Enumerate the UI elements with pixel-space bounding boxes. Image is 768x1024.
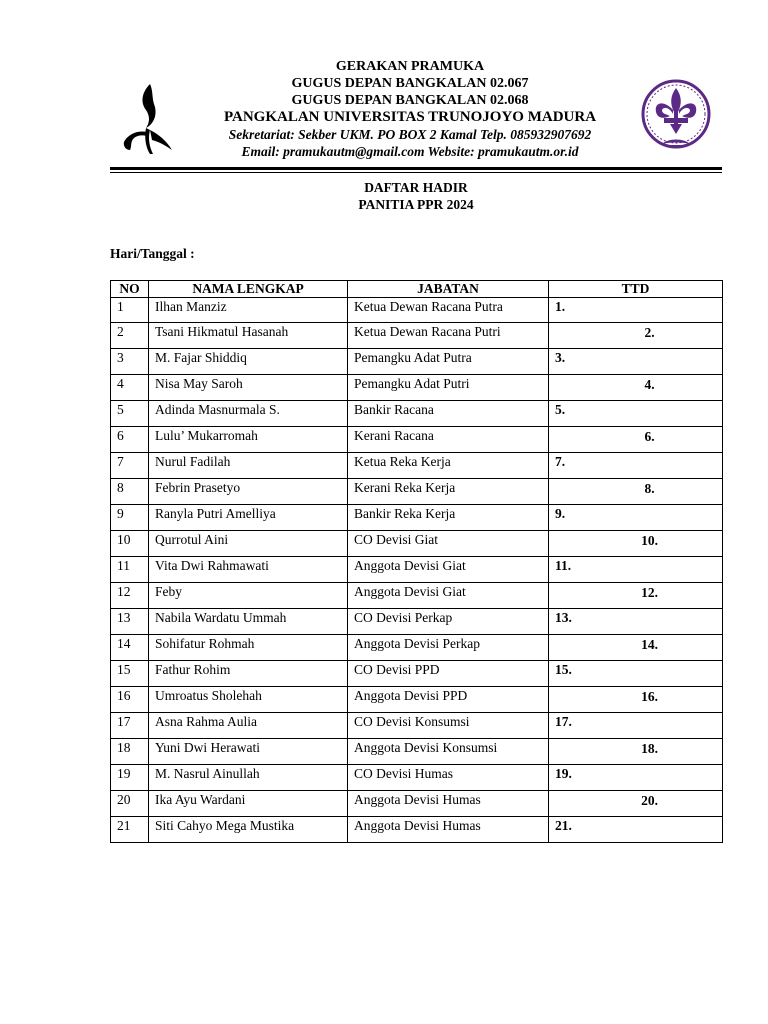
contact-line: Email: pramukautm@gmail.com Website: pramukautm.or.id xyxy=(241,144,579,159)
row-no: 9 xyxy=(111,505,149,531)
signature-number: 17. xyxy=(555,714,572,729)
signature-number: 18. xyxy=(641,741,658,756)
header-no: NO xyxy=(111,281,149,298)
row-role: Anggota Devisi Humas xyxy=(348,817,549,843)
header-ttd: TTD xyxy=(549,281,723,298)
row-role: Anggota Devisi Giat xyxy=(348,557,549,583)
table-row xyxy=(111,298,723,323)
row-role: Bankir Racana xyxy=(348,401,549,427)
row-role: Pemangku Adat Putri xyxy=(348,375,549,401)
row-role: Anggota Devisi Humas xyxy=(348,791,549,817)
unit-name-2: GUGUS DEPAN BANGKALAN 02.068 xyxy=(291,93,529,108)
signature-cell[interactable] xyxy=(549,635,723,661)
row-name: Nabila Wardatu Ummah xyxy=(149,609,348,635)
row-no: 7 xyxy=(111,453,149,479)
base-name: PANGKALAN UNIVERSITAS TRUNOJOYO MADURA xyxy=(223,109,597,125)
signature-cell[interactable] xyxy=(549,583,723,609)
table-row xyxy=(111,609,723,635)
row-name: Umroatus Sholehah xyxy=(149,687,348,713)
signature-cell[interactable] xyxy=(549,427,723,453)
table-row xyxy=(111,323,723,349)
document-title: DAFTAR HADIR xyxy=(364,180,468,195)
row-role: Ketua Dewan Racana Putra xyxy=(348,298,549,323)
signature-cell[interactable] xyxy=(549,791,723,817)
signature-number: 5. xyxy=(555,402,566,417)
row-no: 1 xyxy=(111,298,149,323)
table-row xyxy=(111,401,723,427)
signature-number: 8. xyxy=(644,481,655,496)
row-name: Ranyla Putri Amelliya xyxy=(149,505,348,531)
signature-cell[interactable] xyxy=(549,713,723,739)
table-header-row xyxy=(111,281,723,298)
row-no: 20 xyxy=(111,791,149,817)
signature-cell[interactable] xyxy=(549,687,723,713)
signature-number: 12. xyxy=(641,585,658,600)
row-name: Febrin Prasetyo xyxy=(149,479,348,505)
row-role: CO Devisi Konsumsi xyxy=(348,713,549,739)
row-name: M. Nasrul Ainullah xyxy=(149,765,348,791)
table-row xyxy=(111,427,723,453)
row-no: 10 xyxy=(111,531,149,557)
row-role: CO Devisi Giat xyxy=(348,531,549,557)
row-role: CO Devisi Perkap xyxy=(348,609,549,635)
row-no: 17 xyxy=(111,713,149,739)
row-no: 8 xyxy=(111,479,149,505)
signature-number: 21. xyxy=(555,818,572,833)
table-row xyxy=(111,791,723,817)
signature-number: 16. xyxy=(641,689,658,704)
table-row xyxy=(111,505,723,531)
signature-number: 20. xyxy=(641,793,658,808)
tunas-kelapa-logo-icon xyxy=(120,80,180,160)
table-row xyxy=(111,375,723,401)
row-no: 5 xyxy=(111,401,149,427)
signature-number: 15. xyxy=(555,662,572,677)
row-name: Ilhan Manziz xyxy=(149,298,348,323)
header-nama-lengkap: NAMA LENGKAP xyxy=(149,281,348,298)
table-row xyxy=(111,765,723,791)
row-name: Ika Ayu Wardani xyxy=(149,791,348,817)
signature-number: 2. xyxy=(644,325,655,340)
row-name: Tsani Hikmatul Hasanah xyxy=(149,323,348,349)
signature-cell[interactable] xyxy=(549,531,723,557)
row-role: Ketua Dewan Racana Putri xyxy=(348,323,549,349)
table-row xyxy=(111,687,723,713)
row-name: Asna Rahma Aulia xyxy=(149,713,348,739)
row-role: Anggota Devisi Giat xyxy=(348,583,549,609)
row-name: Feby xyxy=(149,583,348,609)
row-no: 12 xyxy=(111,583,149,609)
row-role: Pemangku Adat Putra xyxy=(348,349,549,375)
row-name: Qurrotul Aini xyxy=(149,531,348,557)
table-row xyxy=(111,479,723,505)
table-row xyxy=(111,713,723,739)
row-role: CO Devisi PPD xyxy=(348,661,549,687)
signature-number: 14. xyxy=(641,637,658,652)
row-role: Anggota Devisi Perkap xyxy=(348,635,549,661)
signature-cell[interactable] xyxy=(549,401,723,427)
letterhead-text xyxy=(180,58,640,160)
table-row xyxy=(111,739,723,765)
row-no: 4 xyxy=(111,375,149,401)
scout-fleur-de-lis-emblem-icon xyxy=(640,78,712,156)
row-no: 14 xyxy=(111,635,149,661)
row-no: 2 xyxy=(111,323,149,349)
signature-cell[interactable] xyxy=(549,765,723,791)
document-title-block xyxy=(110,179,722,213)
signature-cell[interactable] xyxy=(549,298,723,323)
unit-name-1: GUGUS DEPAN BANGKALAN 02.067 xyxy=(291,76,529,91)
signature-cell[interactable] xyxy=(549,609,723,635)
table-row xyxy=(111,661,723,687)
signature-cell[interactable] xyxy=(549,557,723,583)
row-name: Vita Dwi Rahmawati xyxy=(149,557,348,583)
signature-number: 4. xyxy=(644,377,655,392)
row-name: Siti Cahyo Mega Mustika xyxy=(149,817,348,843)
date-label: Hari/Tanggal : xyxy=(110,246,195,261)
row-role: Ketua Reka Kerja xyxy=(348,453,549,479)
signature-number: 1. xyxy=(555,299,566,314)
letterhead-rule-thin xyxy=(110,172,722,173)
row-role: Anggota Devisi Konsumsi xyxy=(348,739,549,765)
signature-number: 6. xyxy=(644,429,655,444)
signature-cell[interactable] xyxy=(549,349,723,375)
row-no: 18 xyxy=(111,739,149,765)
table-row xyxy=(111,349,723,375)
row-no: 13 xyxy=(111,609,149,635)
row-role: Anggota Devisi PPD xyxy=(348,687,549,713)
table-row xyxy=(111,453,723,479)
row-no: 21 xyxy=(111,817,149,843)
table-row xyxy=(111,583,723,609)
signature-cell[interactable] xyxy=(549,323,723,349)
row-name: Lulu’ Mukarromah xyxy=(149,427,348,453)
attendance-rows xyxy=(111,298,723,843)
row-name: Nisa May Saroh xyxy=(149,375,348,401)
row-name: Sohifatur Rohmah xyxy=(149,635,348,661)
attendance-table xyxy=(110,280,723,843)
row-no: 6 xyxy=(111,427,149,453)
header-jabatan: JABATAN xyxy=(348,281,549,298)
document-subtitle: PANITIA PPR 2024 xyxy=(358,197,474,212)
row-role: Kerani Racana xyxy=(348,427,549,453)
signature-number: 7. xyxy=(555,454,566,469)
secretariat-line: Sekretariat: Sekber UKM. PO BOX 2 Kamal Telp. 085932907692 xyxy=(228,127,592,142)
row-no: 19 xyxy=(111,765,149,791)
org-name: GERAKAN PRAMUKA xyxy=(335,59,485,74)
signature-number: 9. xyxy=(555,506,566,521)
letterhead-rule-thick xyxy=(110,167,722,170)
table-row xyxy=(111,557,723,583)
table-row xyxy=(111,817,723,843)
letterhead xyxy=(110,58,722,166)
signature-cell[interactable] xyxy=(549,375,723,401)
row-role: CO Devisi Humas xyxy=(348,765,549,791)
signature-cell[interactable] xyxy=(549,479,723,505)
signature-cell[interactable] xyxy=(549,661,723,687)
row-name: Adinda Masnurmala S. xyxy=(149,401,348,427)
row-no: 16 xyxy=(111,687,149,713)
row-role: Bankir Reka Kerja xyxy=(348,505,549,531)
row-name: Fathur Rohim xyxy=(149,661,348,687)
signature-number: 19. xyxy=(555,766,572,781)
table-row xyxy=(111,635,723,661)
row-no: 3 xyxy=(111,349,149,375)
table-row xyxy=(111,531,723,557)
row-name: Yuni Dwi Herawati xyxy=(149,739,348,765)
signature-cell[interactable] xyxy=(549,505,723,531)
row-role: Kerani Reka Kerja xyxy=(348,479,549,505)
signature-number: 11. xyxy=(555,558,572,573)
row-name: Nurul Fadilah xyxy=(149,453,348,479)
signature-number: 13. xyxy=(555,610,572,625)
signature-cell[interactable] xyxy=(549,739,723,765)
signature-number: 3. xyxy=(555,350,566,365)
signature-cell[interactable] xyxy=(549,817,723,843)
row-no: 15 xyxy=(111,661,149,687)
row-no: 11 xyxy=(111,557,149,583)
signature-cell[interactable] xyxy=(549,453,723,479)
row-name: M. Fajar Shiddiq xyxy=(149,349,348,375)
signature-number: 10. xyxy=(641,533,658,548)
